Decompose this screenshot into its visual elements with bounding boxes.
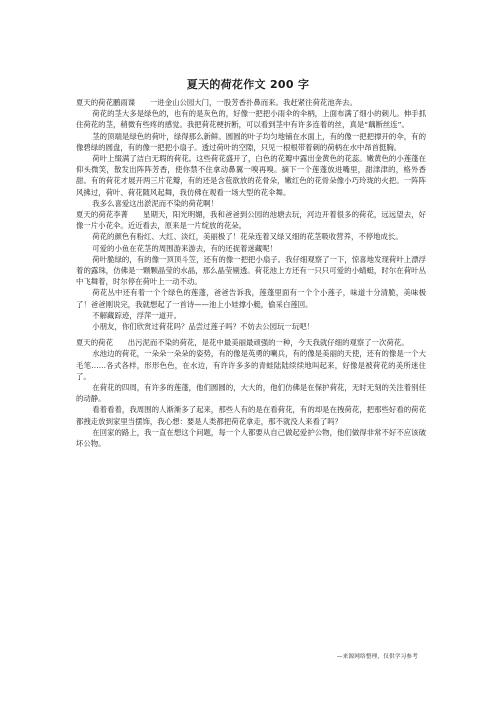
paragraph: 不解藏踪迹，浮萍一道开。 — [92, 310, 181, 320]
paragraph: 荷花的茎大多是绿色的，也有的是灰色的，好像一把把小雨伞的伞柄，上面布满了细小的刺儿。伸手抓住荷花的茎，稍微有些疼的感觉。我把荷花梗折断，可以看到茎中有许多连着的丝，真是“藕断丝连”。 — [76, 109, 426, 130]
document-footer: —来源网络整理，仅供学习参考 — [336, 654, 418, 660]
paragraph: 夏天的荷花李菁 星期天，阳光明媚，我和爸爸到公园的池塘去玩，河边开着很多的荷花，远远望去，好像一片小花伞。近近看去，原来是一片绽放的花朵。 — [76, 210, 426, 231]
document-title: 夏天的荷花作文 200 字 — [186, 78, 310, 91]
paragraph: 茎的顶端是绿色的荷叶，绿得那么新鲜。圆圆的叶子均匀地铺在水面上，有的像一把把撑开的伞，有的像碧绿的圆盘，有的像一把把小扇子。透过荷叶的空隙，只见一根根带着刺的荷柄在水中昂首挺胸。 — [76, 131, 426, 152]
paragraph: 荷叶脆绿的，有的像一顶顶斗笠，还有的像一把把小扇子。我仔细观察了一下，惊喜地发现荷叶上漂浮着的露珠，仿佛是一颗颗晶莹的水晶，那么晶莹剔透。荷花池上方还有一只只可爱的小蜻蜓，时尔在荷叶丛中飞舞着，时尔停在荷叶上一动不动。 — [76, 254, 426, 287]
paragraph: 看着看着，我周围的人渐渐多了起来，那些人有的是在看荷花，有的却是在拽荷花，把那些好看的荷花都拽走放到家里当摆饰，我心想：要是人类都把荷花拿走，那不就没人来看了吗？ — [76, 405, 426, 426]
paragraph: 小朋友，你们欣赏过荷花吗？品尝过莲子吗？不妨去公园玩一玩吧！ — [92, 322, 314, 332]
paragraph: 夏天的荷花 出污泥而不染的荷花，是花中最美丽最顽强的一种，今天我就仔细的观察了一次荷花。 — [76, 338, 409, 348]
paragraph: 在荷花的四周，有许多的莲蓬，他们圆圆的，大大的，他们仿佛是在保护荷花，无时无刻的关注着别任的动静。 — [76, 383, 426, 404]
paragraph: 水池边的荷花，一朵朵一朵朵的姿势，有的像是英勇的喇兵，有的像是美丽的天使，还有的像是一个大毛笔……各式各样，形形色色，在水边，有许许多多的青蛙陆陆续续地叫起来，好像是被荷花的美所迷住了。 — [76, 349, 426, 381]
document-body — [76, 97, 426, 449]
paragraph: 在回家的路上，我一直在想这个问题，每一个人都要从自己做起爱护公物，他们做得非常不好不应该破坏公物。 — [76, 427, 426, 449]
paragraph: 夏天的荷花鹏雨谍 一进金山公园大门，一股芳香扑鼻而来。我赶紧往荷花池奔去。 — [76, 98, 357, 107]
paragraph: 我多么喜爱这出淤泥而不染的荷花啊！ — [92, 198, 218, 208]
paragraph: 荷叶上缀满了洁白无瑕的荷花。这些荷花盛开了，白色的花瓣中露出金黄色的花蕊。嫩黄色的小莲蓬在仰头微笑，散发出阵阵芳香，使你禁不住拿动鼻翼一嗅再嗅。摘下一个莲蓬放进嘴里，甜津津的，格外香甜。有的荷花才展开两三片花瓣，有的还是含苞欲放的花骨朵，嫩红色的花骨朵像小巧玲珑的火把。一阵阵风拂过，荷叶、荷花随风起舞，我仿佛在观看一场大型的花伞舞。 — [76, 154, 426, 197]
paragraph: 荷花丛中还有着一个个绿色的莲蓬，爸爸告诉我，莲蓬里面有一个个小莲子，味道十分清脆，美味极了！爸爸刚说完，我就想起了一首诗——池上小娃撑小艇，偷采白莲回。 — [76, 288, 426, 309]
paragraph: 荷花的颜色有粉红、大红、淡红，美丽极了！花朵连着又绿又细的花茎吸收营养，不停地成长。 — [92, 232, 403, 242]
paragraph: 可爱的小鱼在花茎的周围游来游去，有的还捉着迷藏呢！ — [92, 243, 278, 253]
